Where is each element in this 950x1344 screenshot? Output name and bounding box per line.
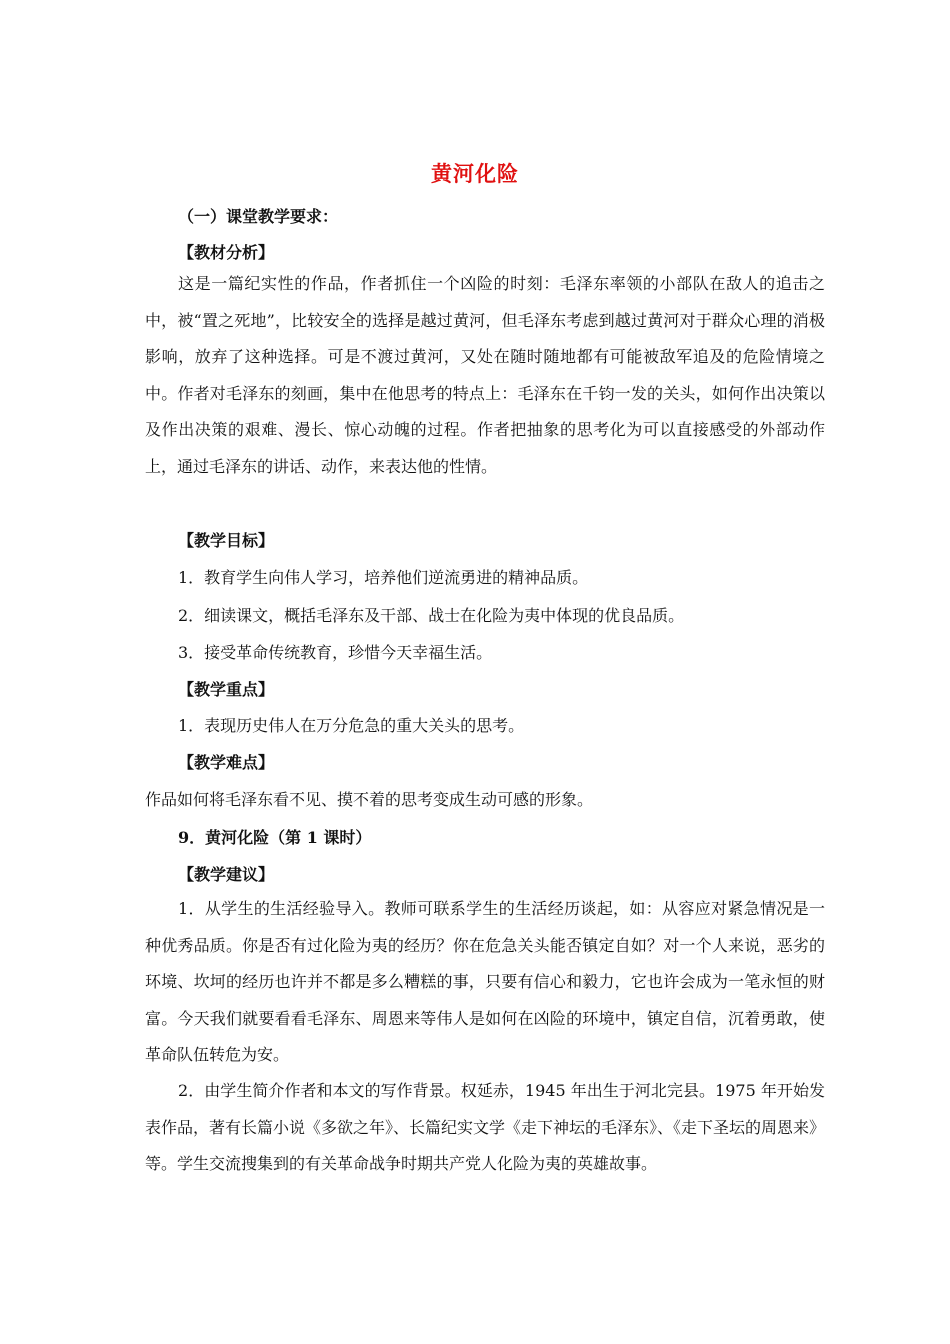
- focus-heading: 【教学重点】: [178, 680, 275, 699]
- focus-item: 1．表现历史伟人在万分危急的重大关头的思考。: [178, 716, 525, 735]
- difficulty-item: 作品如何将毛泽东看不见、摸不着的思考变成生动可感的形象。: [145, 790, 594, 809]
- lesson-title: 9．黄河化险（第 1 课时）: [178, 828, 372, 847]
- material-paragraph: 这是一篇纪实性的作品，作者抓住一个凶险的时刻：毛泽东率领的小部队在敌人的追击之中，被“置之死地”，比较安全的选择是越过黄河，但毛泽东考虑到越过黄河对于群众心理的消极影响，放弃了这种选择。可是不渡过黄河，又处在随时随地都有可能被敌军追及的危险情境之中。作者对毛泽东的刻画，集中在他思考的特点上：毛泽东在千钧一发的关头，如何作出决策以及作出决策的艰难、漫长、惊心动魄的过程。作者把抽象的思考化为可以直接感受的外部动作上，通过毛泽东的讲话、动作，来表达他的性情。: [145, 274, 825, 476]
- suggestion-heading: 【教学建议】: [178, 865, 275, 884]
- difficulty-heading: 【教学难点】: [178, 753, 275, 772]
- goal-item: 3．接受革命传统教育，珍惜今天幸福生活。: [178, 643, 493, 662]
- goal-item: 1．教育学生向伟人学习，培养他们逆流勇进的精神品质。: [178, 568, 589, 587]
- suggestion-paragraph: 1．从学生的生活经验导入。教师可联系学生的生活经历谈起，如：从容应对紧急情况是一种优秀品质。你是否有过化险为夷的经历？你在危急关头能否镇定自如？对一个人来说，恶劣的环境、坎坷的经历也许并不都是多么糟糕的事，只要有信心和毅力，它也许会成为一笔永恒的财富。今天我们就要看看毛泽东、周恩来等伟人是如何在凶险的环境中，镇定自信，沉着勇敢，使革命队伍转危为安。: [145, 899, 825, 1064]
- document-title: 黄河化险: [431, 162, 519, 186]
- goals-heading: 【教学目标】: [178, 531, 275, 550]
- suggestion-paragraph: 2．由学生简介作者和本文的写作背景。权延赤，1945 年出生于河北完县。1975 年开始发表作品，著有长篇小说《多欲之年》、长篇纪实文学《走下神坛的毛泽东》、《走下圣坛的周恩来》等。学生交流搜集到的有关革命战争时期共产党人化险为夷的英雄故事。: [145, 1081, 826, 1173]
- material-heading: 【教材分析】: [178, 243, 275, 262]
- goal-item: 2．细读课文，概括毛泽东及干部、战士在化险为夷中体现的优良品质。: [178, 606, 685, 625]
- section-heading: （一）课堂教学要求：: [178, 207, 339, 226]
